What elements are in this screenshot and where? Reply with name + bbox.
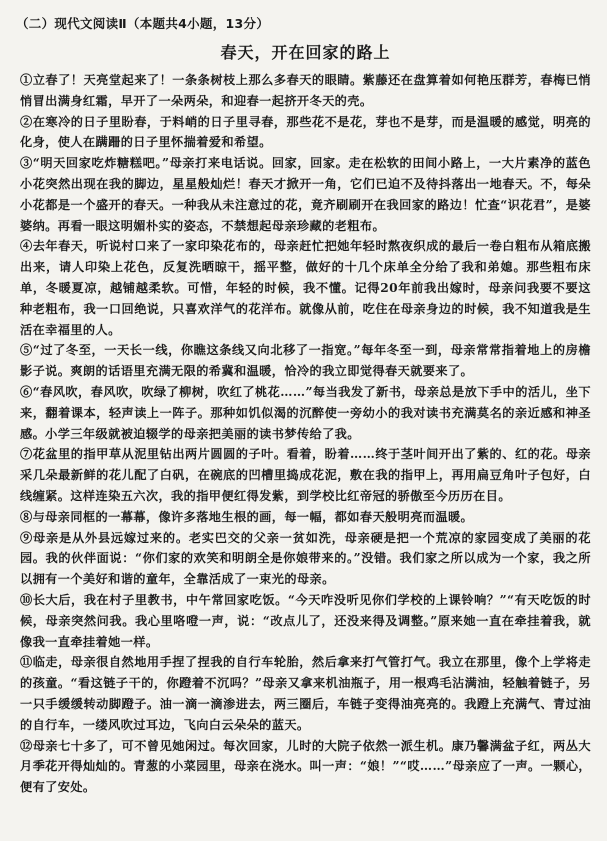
paragraph: ⑫母亲七十多了，可不曾见她闲过。每次回家，儿时的大院子依然一派生机。康乃馨满盆子红，两丛大月季花开得灿灿的。青葱的小菜园里，母亲在浇水。叫一声：“娘！”“哎……”母亲应了一声。一颗心，便有了安处。 (20, 738, 591, 795)
article-body (20, 70, 591, 798)
paragraph: ⑩长大后，我在村子里教书，中午常回家吃饭。“今天咋没听见你们学校的上课铃响？”“有天吃饭的时候，母亲突然问我。我心里咯噔一声，说：“改点儿了，还没来得及调整。”原来她一直在牵挂着我，就像我一直牵挂着她一样。 (20, 592, 591, 649)
paragraph: ⑦花盆里的指甲草从泥里钻出两片圆圆的子叶。看着，盼着……终于茎叶间开出了紫的、红的花。母亲采几朵最新鲜的花儿配了白矾，在碗底的凹槽里捣成花泥，敷在我的指甲上，再用扁豆角叶子包好，白线缠紧。这样连染五六次，我的指甲便红得发紫，到学校比红帝冠的骄傲至今历历在目。 (20, 447, 591, 503)
paragraph: ⑤“过了冬至，一天长一线，你瞧这条线又向北移了一指宽。”每年冬至一到，母亲常常指着地上的房檐影子说。爽朗的话语里充满无限的希冀和温暖，恰冷的我立即觉得春天就要来了。 (20, 343, 591, 379)
paragraph: ③“明天回家吃炸糖糕吧。”母亲打来电话说。回家，回家。走在松软的田间小路上，一大片素净的蓝色小花突然出现在我的脚边，星星般灿烂！春天才掀开一角，它们已迫不及待抖落出一地春天。不，每朵小花都是一个盛开的春天。一种我从未注意过的花，竟齐刷刷开在我回家的路边！忙查“识花君”，是婆婆纳。再看一眼这明媚朴实的姿态，不禁想起母亲珍藏的老粗布。 (20, 156, 591, 233)
paragraph: ⑪临走，母亲很自然地用手捏了捏我的自行车轮胎，然后拿来打气管打气。我立在那里，像个上学将走的孩童。“看这链子干的，你蹬着不沉吗？”母亲又拿来机油瓶子，用一根鸡毛沾满油，轻触着链子，另一只手缓缓转动脚蹬子。油一滴一滴渗进去，两三圈后，车链子变得油亮亮的。我蹬上充满气、青过油的自行车，一缕风吹过耳边，飞向白云朵朵的蓝天。 (20, 655, 591, 732)
article-title: 春天，开在回家的路上 (220, 43, 391, 62)
paragraph: ④去年春天，听说村口来了一家印染花布的，母亲赶忙把她年轻时熬夜织成的最后一卷白粗布从箱底搬出来，请人印染上花色，反复洗晒晾干，摇平整，做好的十几个床单全分给了我和弟媳。那些粗布床单，冬暖夏凉，越铺越柔软。可惜，年轻的时候，我不懂。记得20年前我出嫁时，母亲问我要不要这种老粗布，我一口回绝说，只喜欢洋气的花洋布。就像从前，吃住在母亲身边的时候，我不知道我是生活在幸福里的人。 (20, 239, 591, 337)
paragraph: ①立春了！天亮堂起来了！一条条树枝上那么多春天的眼睛。紫藤还在盘算着如何艳压群芳，春梅已悄悄冒出满身红霜，早开了一朵两朵，和迎春一起挤开冬天的壳。 (20, 73, 591, 108)
paragraph: ⑨母亲是从外县远嫁过来的。老实巴交的父亲一贫如洗，母亲硬是把一个荒凉的家园变成了美丽的花园。我的伙伴面说：“你们家的欢笑和明朗全是你娘带来的。”没错。我们家之所以成为一个家，我之所以拥有一个美好和谐的童年，全靠活成了一束光的母亲。 (20, 530, 591, 587)
paragraph: ②在寒冷的日子里盼春，于料峭的日子里寻春，那些花不是花，芽也不是芽，而是温暖的感觉，明亮的化身，使人在蹒跚的日子里怀揣着爱和希望。 (20, 114, 591, 150)
paragraph: ⑥“春风吹，春风吹，吹绿了柳树，吹红了桃花……”每当我发了新书，母亲总是放下手中的活儿，坐下来，翻着课本，轻声读上一阵子。那种如饥似渴的沉醉使一旁幼小的我对读书充满莫名的亲近感和神圣感。小学三年级就被迫辍学的母亲把美丽的读书梦传给了我。 (20, 384, 591, 441)
section-header: （二）现代文阅读Ⅱ（本题共4小题，13分） (16, 16, 270, 31)
paragraph: ⑧与母亲同框的一幕幕，像许多落地生根的画，每一幅，都如春天般明亮而温暖。 (20, 509, 474, 524)
